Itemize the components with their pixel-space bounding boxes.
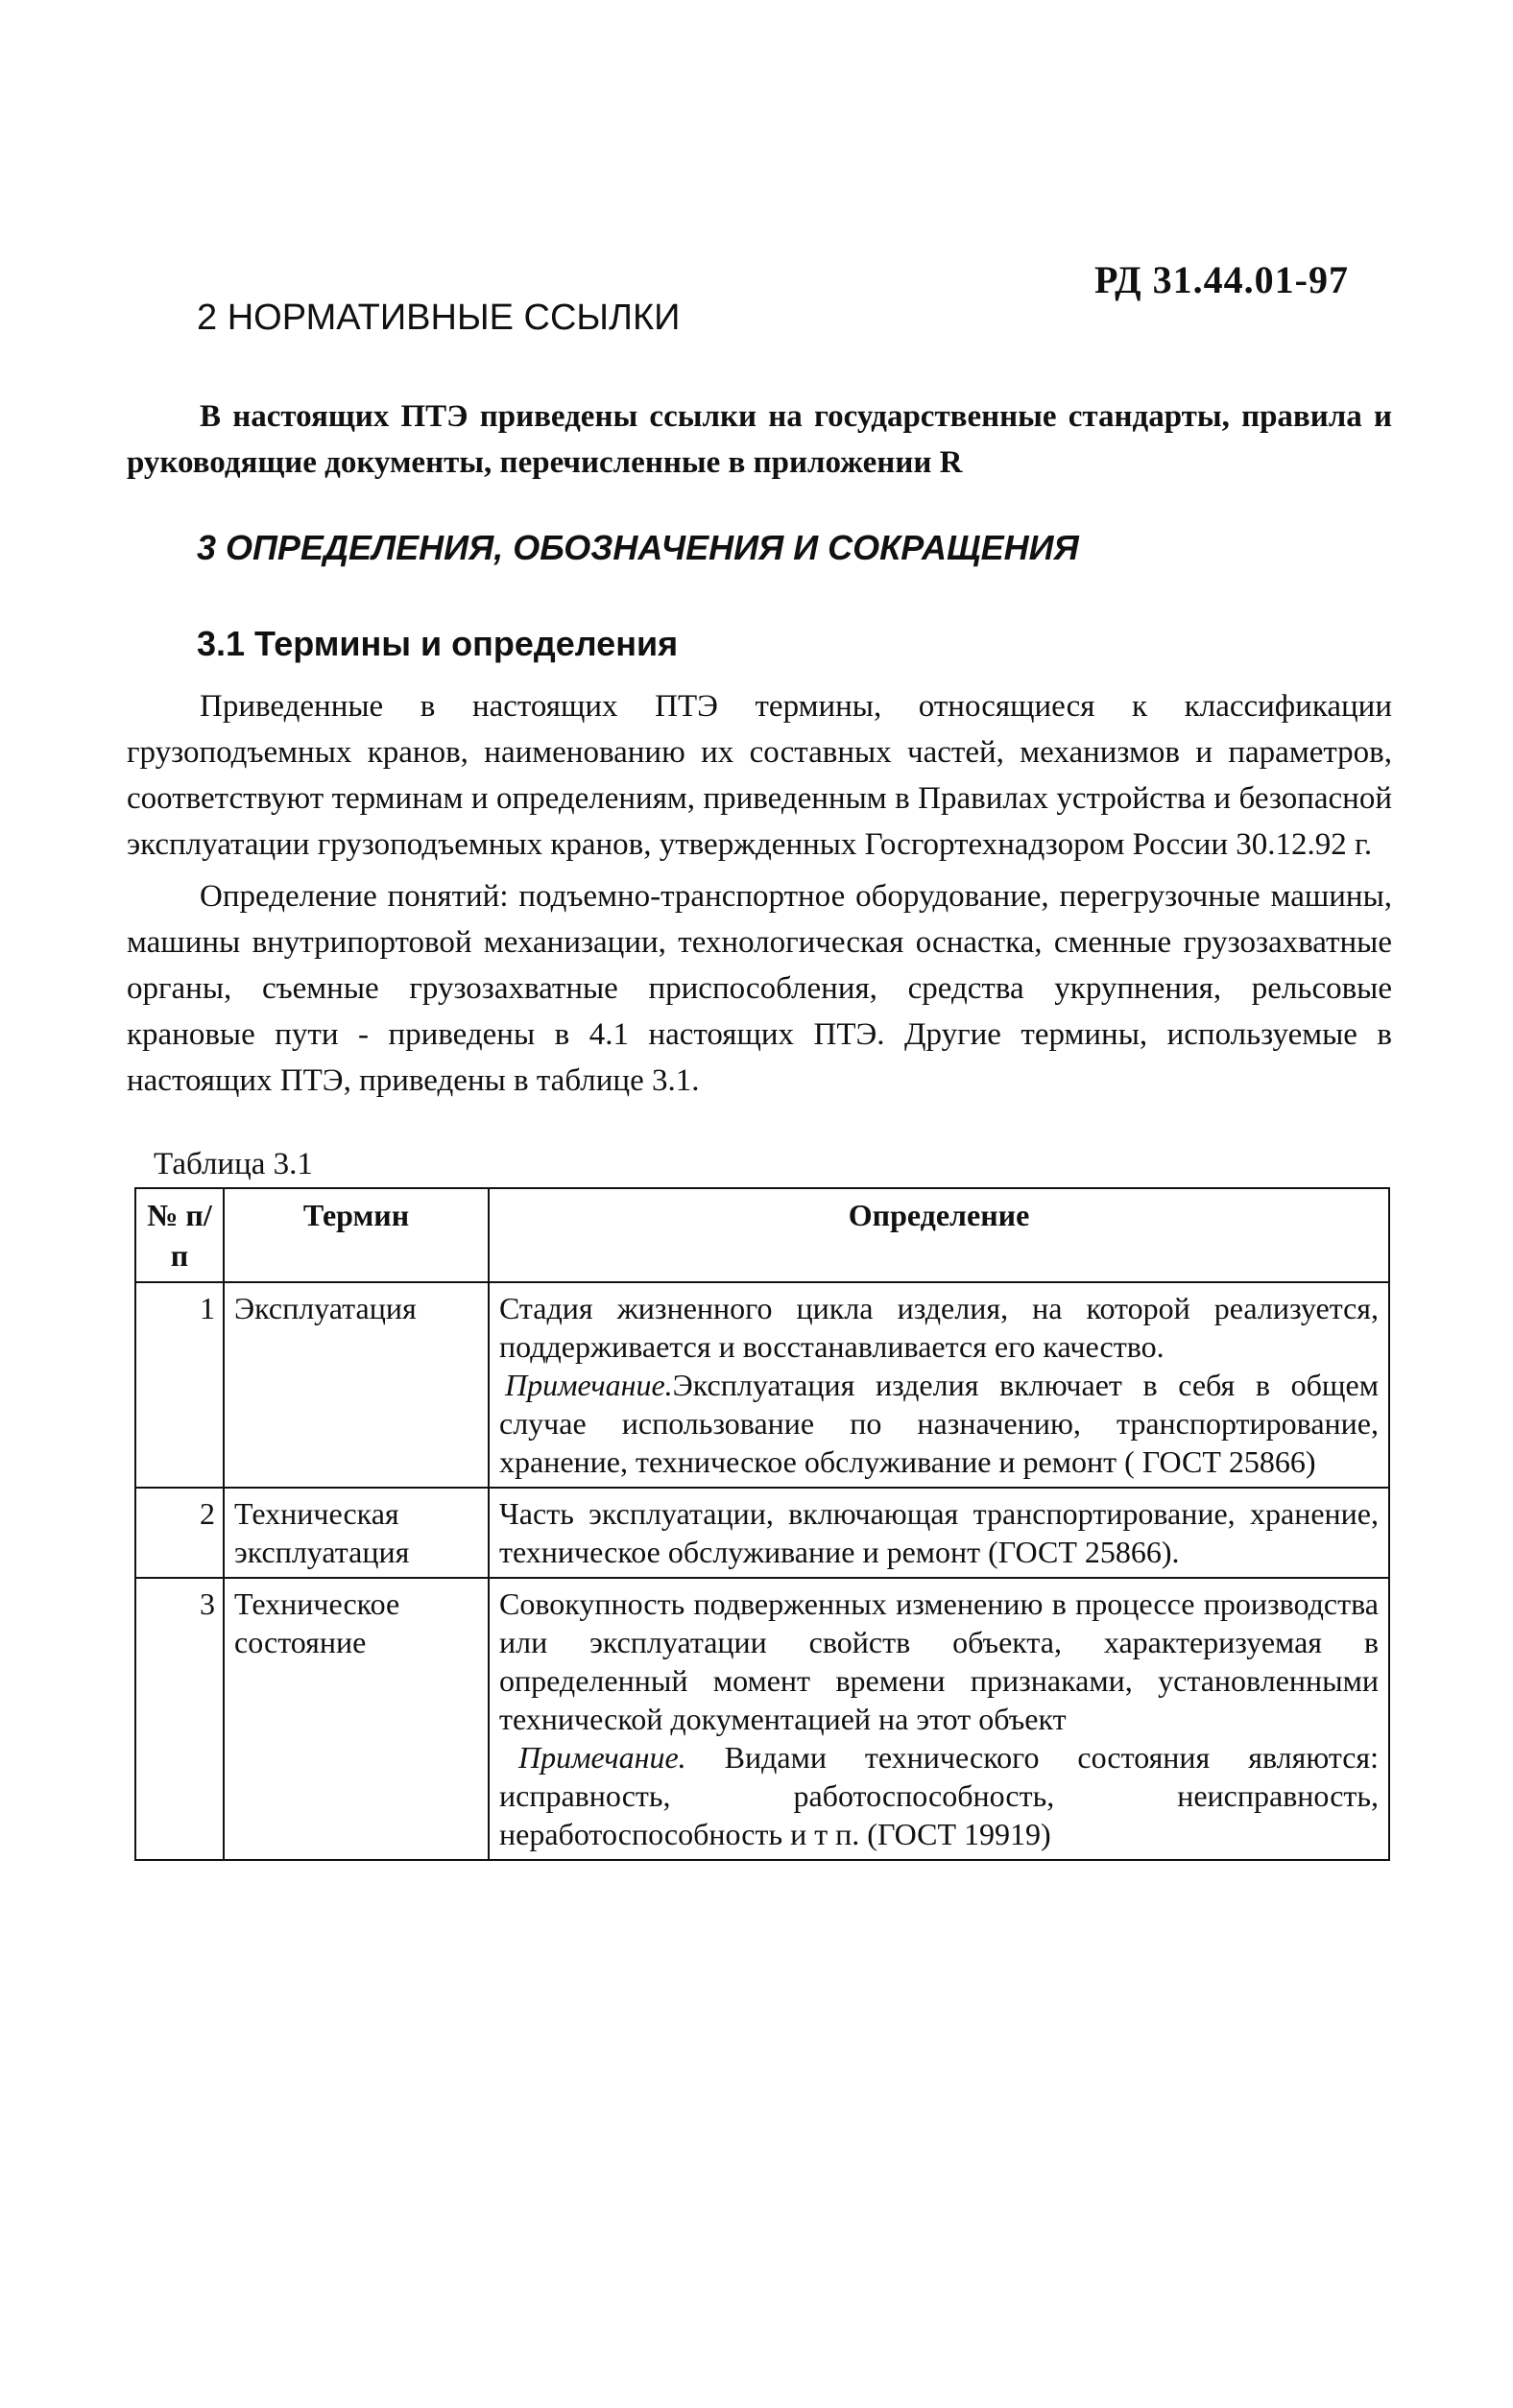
header-term: Термин	[224, 1188, 489, 1282]
row-definition	[489, 1282, 1389, 1488]
section-3-1-paragraph-2: Определение понятий: подъемно-транспортное оборудование, перегрузочные машины, машины внутрипортовой механизации, технологическая оснастка, сменные грузозахватные органы, съемные грузозахватные приспособления, средства укрупнения, рельсовые крановые пути - приведены в 4.1 настоящих ПТЭ. Другие термины, используемые в настоящих ПТЭ, приведены в таблице 3.1.	[127, 879, 1392, 1098]
row-num: 3	[135, 1578, 224, 1860]
row-definition	[489, 1488, 1389, 1578]
section-2-heading: 2 НОРМАТИВНЫЕ ССЫЛКИ	[197, 298, 681, 338]
row-term: Эксплуатация	[224, 1282, 489, 1488]
table-header-row	[135, 1188, 1389, 1282]
subsection-3-1-heading: 3.1 Термины и определения	[197, 624, 679, 663]
row-num: 1	[135, 1282, 224, 1488]
section-2-text: В настоящих ПТЭ приведены ссылки на государственные стандарты, правила и руководящие документы, перечисленные в приложении R	[127, 399, 1392, 480]
row-num: 2	[135, 1488, 224, 1578]
definition-note	[499, 1366, 1379, 1481]
row-definition	[489, 1578, 1389, 1860]
definition-text: Часть эксплуатации, включающая транспортирование, хранение, техническое обслуживание и ремонт (ГОСТ 25866).	[499, 1496, 1379, 1569]
header-definition: Определение	[489, 1188, 1389, 1282]
note-text: Эксплуатация изделия включает в себя в общем случае использование по назначению, транспортирование, хранение, техническое обслуживание и ремонт ( ГОСТ 25866)	[499, 1368, 1379, 1479]
note-text: Видами технического состояния являются: исправность, работоспособность, неисправность, неработоспособность и т п. (ГОСТ 19919)	[499, 1740, 1379, 1851]
definition-note	[499, 1738, 1379, 1853]
section-3-heading: 3 ОПРЕДЕЛЕНИЯ, ОБОЗНАЧЕНИЯ И СОКРАЩЕНИЯ	[197, 528, 1079, 567]
table-caption: Таблица 3.1	[154, 1147, 313, 1181]
terms-table	[134, 1187, 1390, 1861]
note-label: Примечание.	[505, 1368, 673, 1402]
section-3-1-paragraph-1: Приведенные в настоящих ПТЭ термины, относящиеся к классификации грузоподъемных кранов, наименованию их составных частей, механизмов и параметров, соответствуют терминам и определениям, приведенным в Правилах устройства и безопасной эксплуатации грузоподъемных кранов, утвержденных Госгортехнадзором России 30.12.92 г.	[127, 689, 1392, 862]
row-term: Техническая эксплуатация	[224, 1488, 489, 1578]
table-row	[135, 1282, 1389, 1488]
definition-text: Совокупность подверженных изменению в процессе производства или эксплуатации свойств объекта, характеризуемая в определенный момент времени признаками, установленными технической документацией на этот объект	[499, 1586, 1379, 1736]
header-num: № п/п	[135, 1188, 224, 1282]
table-row	[135, 1578, 1389, 1860]
definition-text: Стадия жизненного цикла изделия, на которой реализуется, поддерживается и восстанавливается его качество.	[499, 1291, 1379, 1364]
table-row	[135, 1488, 1389, 1578]
row-term: Техническое состояние	[224, 1578, 489, 1860]
document-code: РД 31.44.01-97	[1094, 258, 1349, 301]
note-label: Примечание.	[518, 1740, 686, 1775]
